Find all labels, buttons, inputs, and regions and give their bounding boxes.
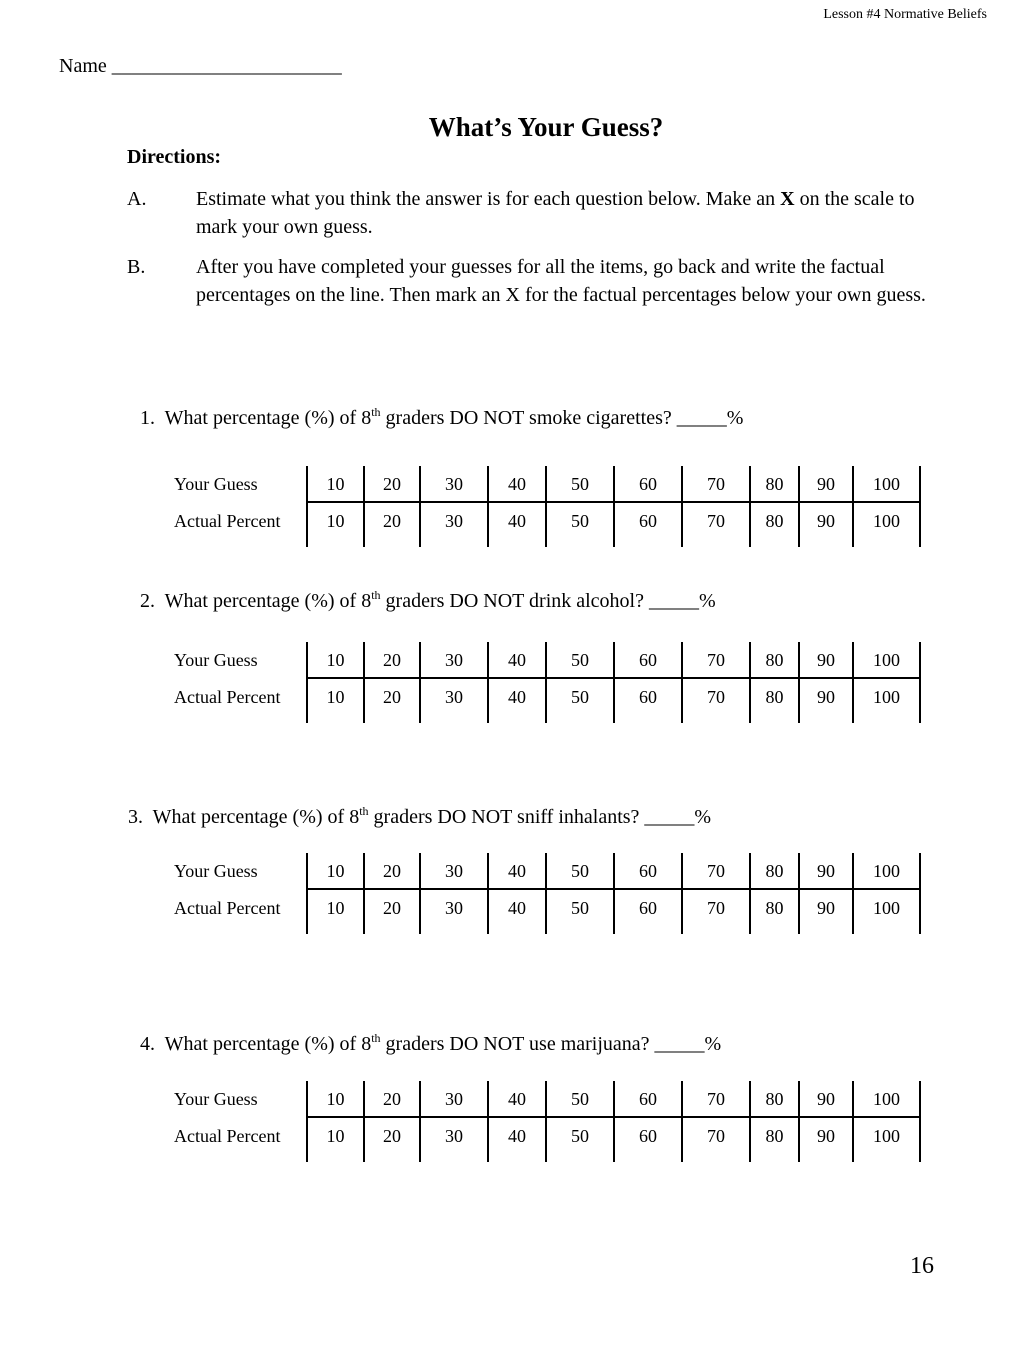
scale-divider	[798, 853, 800, 934]
scale-divider	[306, 642, 308, 723]
question-text: What percentage (%) of 8	[164, 590, 372, 612]
scale-divider	[419, 853, 421, 934]
scale-cell[interactable]: 40	[508, 898, 526, 918]
question-4	[140, 1033, 721, 1056]
scale-divider	[363, 642, 365, 723]
row-label: Actual Percent	[174, 1126, 281, 1146]
scale-cell[interactable]: 40	[508, 1126, 526, 1146]
question-sup: th	[359, 804, 369, 818]
scale-divider	[613, 1081, 615, 1162]
scale-divider	[487, 642, 489, 723]
scale-cell[interactable]: 30	[445, 861, 463, 881]
scale-divider	[363, 466, 365, 547]
scale-divider	[487, 466, 489, 547]
scale-divider	[852, 642, 854, 723]
scale-cell[interactable]: 40	[508, 474, 526, 494]
scale-cell[interactable]: 70	[707, 898, 725, 918]
scale-cell[interactable]: 30	[445, 1126, 463, 1146]
scale-divider	[749, 642, 751, 723]
question-number: 1.	[140, 407, 155, 429]
scale-cell[interactable]: 90	[817, 861, 835, 881]
scale-divider	[749, 1081, 751, 1162]
scale-cell[interactable]: 100	[873, 687, 900, 707]
question-text: What percentage (%) of 8	[164, 407, 372, 429]
scale-cell[interactable]: 40	[508, 687, 526, 707]
scale-cell[interactable]: 80	[765, 650, 784, 670]
question-sup: th	[371, 588, 381, 602]
scale-cell[interactable]: 90	[817, 1126, 835, 1146]
directions-label: Directions:	[127, 146, 222, 168]
question-text: What percentage (%) of 8	[164, 1033, 372, 1055]
question-3	[128, 806, 711, 829]
scale-cell[interactable]: 50	[571, 1089, 589, 1109]
scale-cell[interactable]: 80	[765, 898, 784, 918]
scale-cell[interactable]: 90	[817, 898, 835, 918]
your-guess-row	[172, 1081, 932, 1117]
scale-cell[interactable]: 50	[571, 650, 589, 670]
scale-cell[interactable]: 40	[508, 861, 526, 881]
scale-cell[interactable]: 10	[326, 1089, 345, 1109]
scale-cell[interactable]: 10	[326, 861, 345, 881]
scale-cell[interactable]: 30	[445, 511, 463, 531]
scale-cell[interactable]: 10	[326, 650, 345, 670]
scale-divider	[681, 853, 683, 934]
scale-cell[interactable]: 50	[571, 511, 589, 531]
scale-cell[interactable]: 80	[765, 511, 784, 531]
scale-cell[interactable]: 20	[383, 650, 401, 670]
row-label: Actual Percent	[174, 687, 281, 707]
scale-cell[interactable]: 80	[765, 687, 784, 707]
scale-cell[interactable]: 60	[639, 687, 657, 707]
scale-divider	[852, 466, 854, 547]
scale-row-divider	[306, 888, 921, 890]
scale-cell[interactable]: 100	[873, 898, 900, 918]
scale-cell[interactable]: 70	[707, 650, 725, 670]
scale-divider	[419, 642, 421, 723]
question-text: graders DO NOT sniff inhalants? _____%	[368, 806, 712, 828]
scale-cell[interactable]: 50	[571, 861, 589, 881]
scale-divider	[798, 642, 800, 723]
actual-percent-row	[172, 890, 932, 926]
scale-cell[interactable]: 10	[326, 687, 345, 707]
scale-divider	[798, 466, 800, 547]
scale-cell[interactable]: 30	[445, 898, 463, 918]
row-label: Actual Percent	[174, 898, 281, 918]
scale-cell[interactable]: 80	[765, 1089, 784, 1109]
scale-divider	[545, 853, 547, 934]
scale-cell[interactable]: 70	[707, 1126, 725, 1146]
row-label: Actual Percent	[174, 511, 281, 531]
scale-cell[interactable]: 30	[445, 650, 463, 670]
scale-divider	[613, 853, 615, 934]
scale-cell[interactable]: 10	[326, 898, 345, 918]
actual-percent-row	[172, 1118, 932, 1154]
scale-cell[interactable]: 60	[639, 1089, 657, 1109]
scale-cell[interactable]: 10	[326, 1126, 345, 1146]
scale-cell[interactable]: 70	[707, 474, 725, 494]
scale-row-divider	[306, 501, 921, 503]
scale-divider	[487, 1081, 489, 1162]
scale-cell[interactable]: 90	[817, 687, 835, 707]
scale-cell[interactable]: 80	[765, 1126, 784, 1146]
scale-divider	[852, 853, 854, 934]
scale-cell[interactable]: 50	[571, 687, 589, 707]
direction-text	[196, 185, 931, 241]
scale-divider	[487, 853, 489, 934]
scale-cell[interactable]: 60	[639, 650, 657, 670]
scale-cell[interactable]: 60	[639, 898, 657, 918]
question-text: graders DO NOT drink alcohol? _____%	[380, 590, 716, 612]
scale-cell[interactable]: 20	[383, 511, 401, 531]
scale-divider	[681, 1081, 683, 1162]
direction-text-part: on the scale to mark your own guess.	[196, 188, 915, 238]
lesson-header: Lesson #4 Normative Beliefs	[823, 7, 987, 22]
scale-cell[interactable]: 20	[383, 861, 401, 881]
scale-divider	[545, 642, 547, 723]
scale-divider	[919, 642, 921, 723]
scale-cell[interactable]: 80	[765, 474, 784, 494]
scale-divider	[749, 853, 751, 934]
scale-cell[interactable]: 100	[873, 650, 900, 670]
row-label: Your Guess	[174, 474, 258, 494]
scale-divider	[749, 466, 751, 547]
scale-cell[interactable]: 60	[639, 474, 657, 494]
scale-divider	[919, 1081, 921, 1162]
scale-cell[interactable]: 90	[817, 1089, 835, 1109]
direction-text-part: Estimate what you think the answer is for each question below. Make an	[196, 188, 781, 210]
scale-divider	[681, 466, 683, 547]
scale-divider	[919, 466, 921, 547]
scale-cell[interactable]: 70	[707, 687, 725, 707]
question-2	[140, 590, 716, 613]
scale-row-divider	[306, 677, 921, 679]
question-1	[140, 407, 743, 430]
scale-cell[interactable]: 20	[383, 687, 401, 707]
scale-divider	[306, 466, 308, 547]
scale-divider	[306, 1081, 308, 1162]
scale-cell[interactable]: 80	[765, 861, 784, 881]
scale-divider	[919, 853, 921, 934]
scale-cell[interactable]: 20	[383, 474, 401, 494]
scale-cell[interactable]: 30	[445, 474, 463, 494]
scale-cell[interactable]: 50	[571, 474, 589, 494]
scale-divider	[798, 1081, 800, 1162]
scale-cell[interactable]: 60	[639, 511, 657, 531]
your-guess-row	[172, 642, 932, 678]
question-number: 4.	[140, 1033, 155, 1055]
scale-cell[interactable]: 20	[383, 1126, 401, 1146]
scale-cell[interactable]: 60	[639, 861, 657, 881]
scale-divider	[306, 853, 308, 934]
scale-cell[interactable]: 40	[508, 650, 526, 670]
page-number: 16	[910, 1253, 934, 1279]
question-number: 2.	[140, 590, 155, 612]
scale-cell[interactable]: 90	[817, 650, 835, 670]
question-text: graders DO NOT smoke cigarettes? _____%	[380, 407, 744, 429]
row-label: Your Guess	[174, 1089, 258, 1109]
scale-cell[interactable]: 60	[639, 1126, 657, 1146]
scale-row-divider	[306, 1116, 921, 1118]
scale-divider	[363, 853, 365, 934]
scale-cell[interactable]: 100	[873, 474, 900, 494]
direction-bold-x: X	[780, 188, 795, 210]
your-guess-row	[172, 466, 932, 502]
row-label: Your Guess	[174, 861, 258, 881]
row-label: Your Guess	[174, 650, 258, 670]
name-field[interactable]: Name _______________________	[59, 55, 342, 77]
direction-letter: A.	[127, 188, 147, 210]
question-sup: th	[371, 405, 381, 419]
direction-letter: B.	[127, 256, 146, 278]
scale-cell[interactable]: 100	[873, 1126, 900, 1146]
scale-cell[interactable]: 100	[873, 861, 900, 881]
scale-cell[interactable]: 50	[571, 898, 589, 918]
scale-divider	[545, 466, 547, 547]
scale-cell[interactable]: 40	[508, 1089, 526, 1109]
page-title: What’s Your Guess?	[428, 112, 664, 142]
scale-cell[interactable]: 30	[445, 1089, 463, 1109]
actual-percent-row	[172, 679, 932, 715]
scale-cell[interactable]: 40	[508, 511, 526, 531]
scale-cell[interactable]: 90	[817, 511, 835, 531]
scale-cell[interactable]: 100	[873, 1089, 900, 1109]
scale-cell[interactable]: 100	[873, 511, 900, 531]
direction-text: After you have completed your guesses for all the items, go back and write the factual percentages on the line. Then mark an X for the factual percentages below your own guess.	[196, 256, 926, 306]
scale-cell[interactable]: 30	[445, 687, 463, 707]
scale-divider	[363, 1081, 365, 1162]
scale-cell[interactable]: 70	[707, 861, 725, 881]
scale-cell[interactable]: 20	[383, 1089, 401, 1109]
scale-cell[interactable]: 10	[326, 511, 345, 531]
scale-cell[interactable]: 20	[383, 898, 401, 918]
scale-divider	[852, 1081, 854, 1162]
question-number: 3.	[128, 806, 143, 828]
scale-cell[interactable]: 50	[571, 1126, 589, 1146]
scale-divider	[545, 1081, 547, 1162]
scale-divider	[419, 1081, 421, 1162]
your-guess-row	[172, 853, 932, 889]
scale-divider	[419, 466, 421, 547]
question-sup: th	[371, 1031, 381, 1045]
scale-cell[interactable]: 70	[707, 511, 725, 531]
scale-divider	[613, 642, 615, 723]
scale-divider	[613, 466, 615, 547]
scale-cell[interactable]: 70	[707, 1089, 725, 1109]
question-text: graders DO NOT use marijuana? _____%	[380, 1033, 722, 1055]
scale-cell[interactable]: 90	[817, 474, 835, 494]
question-text: What percentage (%) of 8	[152, 806, 360, 828]
scale-cell[interactable]: 10	[326, 474, 345, 494]
scale-divider	[681, 642, 683, 723]
actual-percent-row	[172, 503, 932, 539]
